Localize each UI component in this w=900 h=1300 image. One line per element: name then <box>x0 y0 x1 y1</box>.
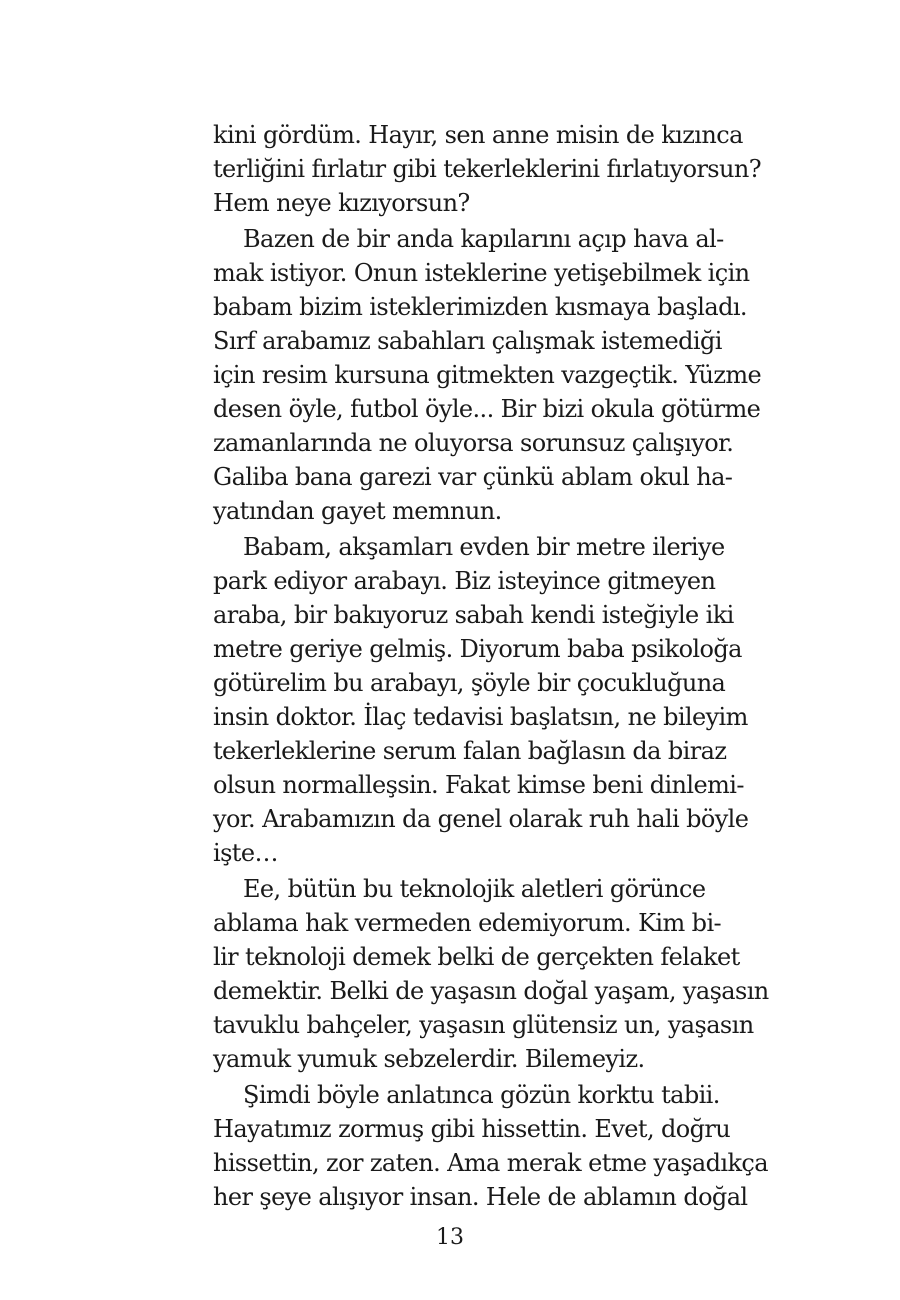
text-line: Hayatımız zormuş gibi hissettin. Evet, doğru <box>213 1115 731 1143</box>
text-line: kini gördüm. Hayır, sen anne misin de kızınca <box>213 121 743 149</box>
text-line: yor. Arabamızın da genel olarak ruh hali böyle <box>213 805 749 833</box>
text-line: tekerleklerine serum falan bağlasın da biraz <box>213 737 727 765</box>
text-line: Ee, bütün bu teknolojik aletleri görünce <box>243 875 706 903</box>
text-line: Bazen de bir anda kapılarını açıp hava al- <box>243 225 724 253</box>
text-line: zamanlarında ne oluyorsa sorunsuz çalışıyor. <box>213 429 734 457</box>
page-number: 13 <box>436 1225 464 1250</box>
text-line: araba, bir bakıyoruz sabah kendi isteğiyle iki <box>213 601 734 629</box>
book-page-body <box>213 118 769 1214</box>
text-line: lir teknoloji demek belki de gerçekten felaket <box>213 943 740 971</box>
text-line: demektir. Belki de yaşasın doğal yaşam, yaşasın <box>213 977 769 1005</box>
text-line: için resim kursuna gitmekten vazgeçtik. Yüzme <box>213 361 762 389</box>
text-line: Galiba bana garezi var çünkü ablam okul ha- <box>213 463 733 491</box>
text-line: Sırf arabamız sabahları çalışmak istemediği <box>213 327 722 355</box>
text-line: Hem neye kızıyorsun? <box>213 189 470 217</box>
paragraph-3 <box>213 530 749 870</box>
text-line: olsun normalleşsin. Fakat kimse beni dinlemi- <box>213 771 744 799</box>
text-line: park ediyor arabayı. Biz isteyince gitmeyen <box>213 567 716 595</box>
paragraph-2 <box>213 222 762 528</box>
text-line: her şeye alışıyor insan. Hele de ablamın doğal <box>213 1183 748 1211</box>
text-line: insin doktor. İlaç tedavisi başlatsın, ne bileyim <box>213 703 748 731</box>
text-line: babam bizim isteklerimizden kısmaya başladı. <box>213 293 747 321</box>
text-line: tavuklu bahçeler, yaşasın glütensiz un, yaşasın <box>213 1011 754 1039</box>
paragraph-5 <box>213 1078 768 1214</box>
text-line: desen öyle, futbol öyle... Bir bizi okula götürme <box>213 395 761 423</box>
text-line: hissettin, zor zaten. Ama merak etme yaşadıkça <box>213 1149 768 1177</box>
text-line: Babam, akşamları evden bir metre ileriye <box>243 533 725 561</box>
paragraph-1 <box>213 118 762 220</box>
text-line: yatından gayet memnun. <box>213 497 502 525</box>
text-line: ablama hak vermeden edemiyorum. Kim bi- <box>213 909 722 937</box>
text-line: işte… <box>213 839 278 867</box>
text-line: Şimdi böyle anlatınca gözün korktu tabii. <box>243 1081 720 1109</box>
text-line: götürelim bu arabayı, şöyle bir çocukluğuna <box>213 669 726 697</box>
paragraph-4 <box>213 872 769 1076</box>
text-line: metre geriye gelmiş. Diyorum baba psikoloğa <box>213 635 742 663</box>
text-line: mak istiyor. Onun isteklerine yetişebilmek için <box>213 259 750 287</box>
text-line: yamuk yumuk sebzelerdir. Bilemeyiz. <box>213 1045 645 1073</box>
text-line: terliğini fırlatır gibi tekerleklerini fırlatıyorsun? <box>213 155 762 183</box>
